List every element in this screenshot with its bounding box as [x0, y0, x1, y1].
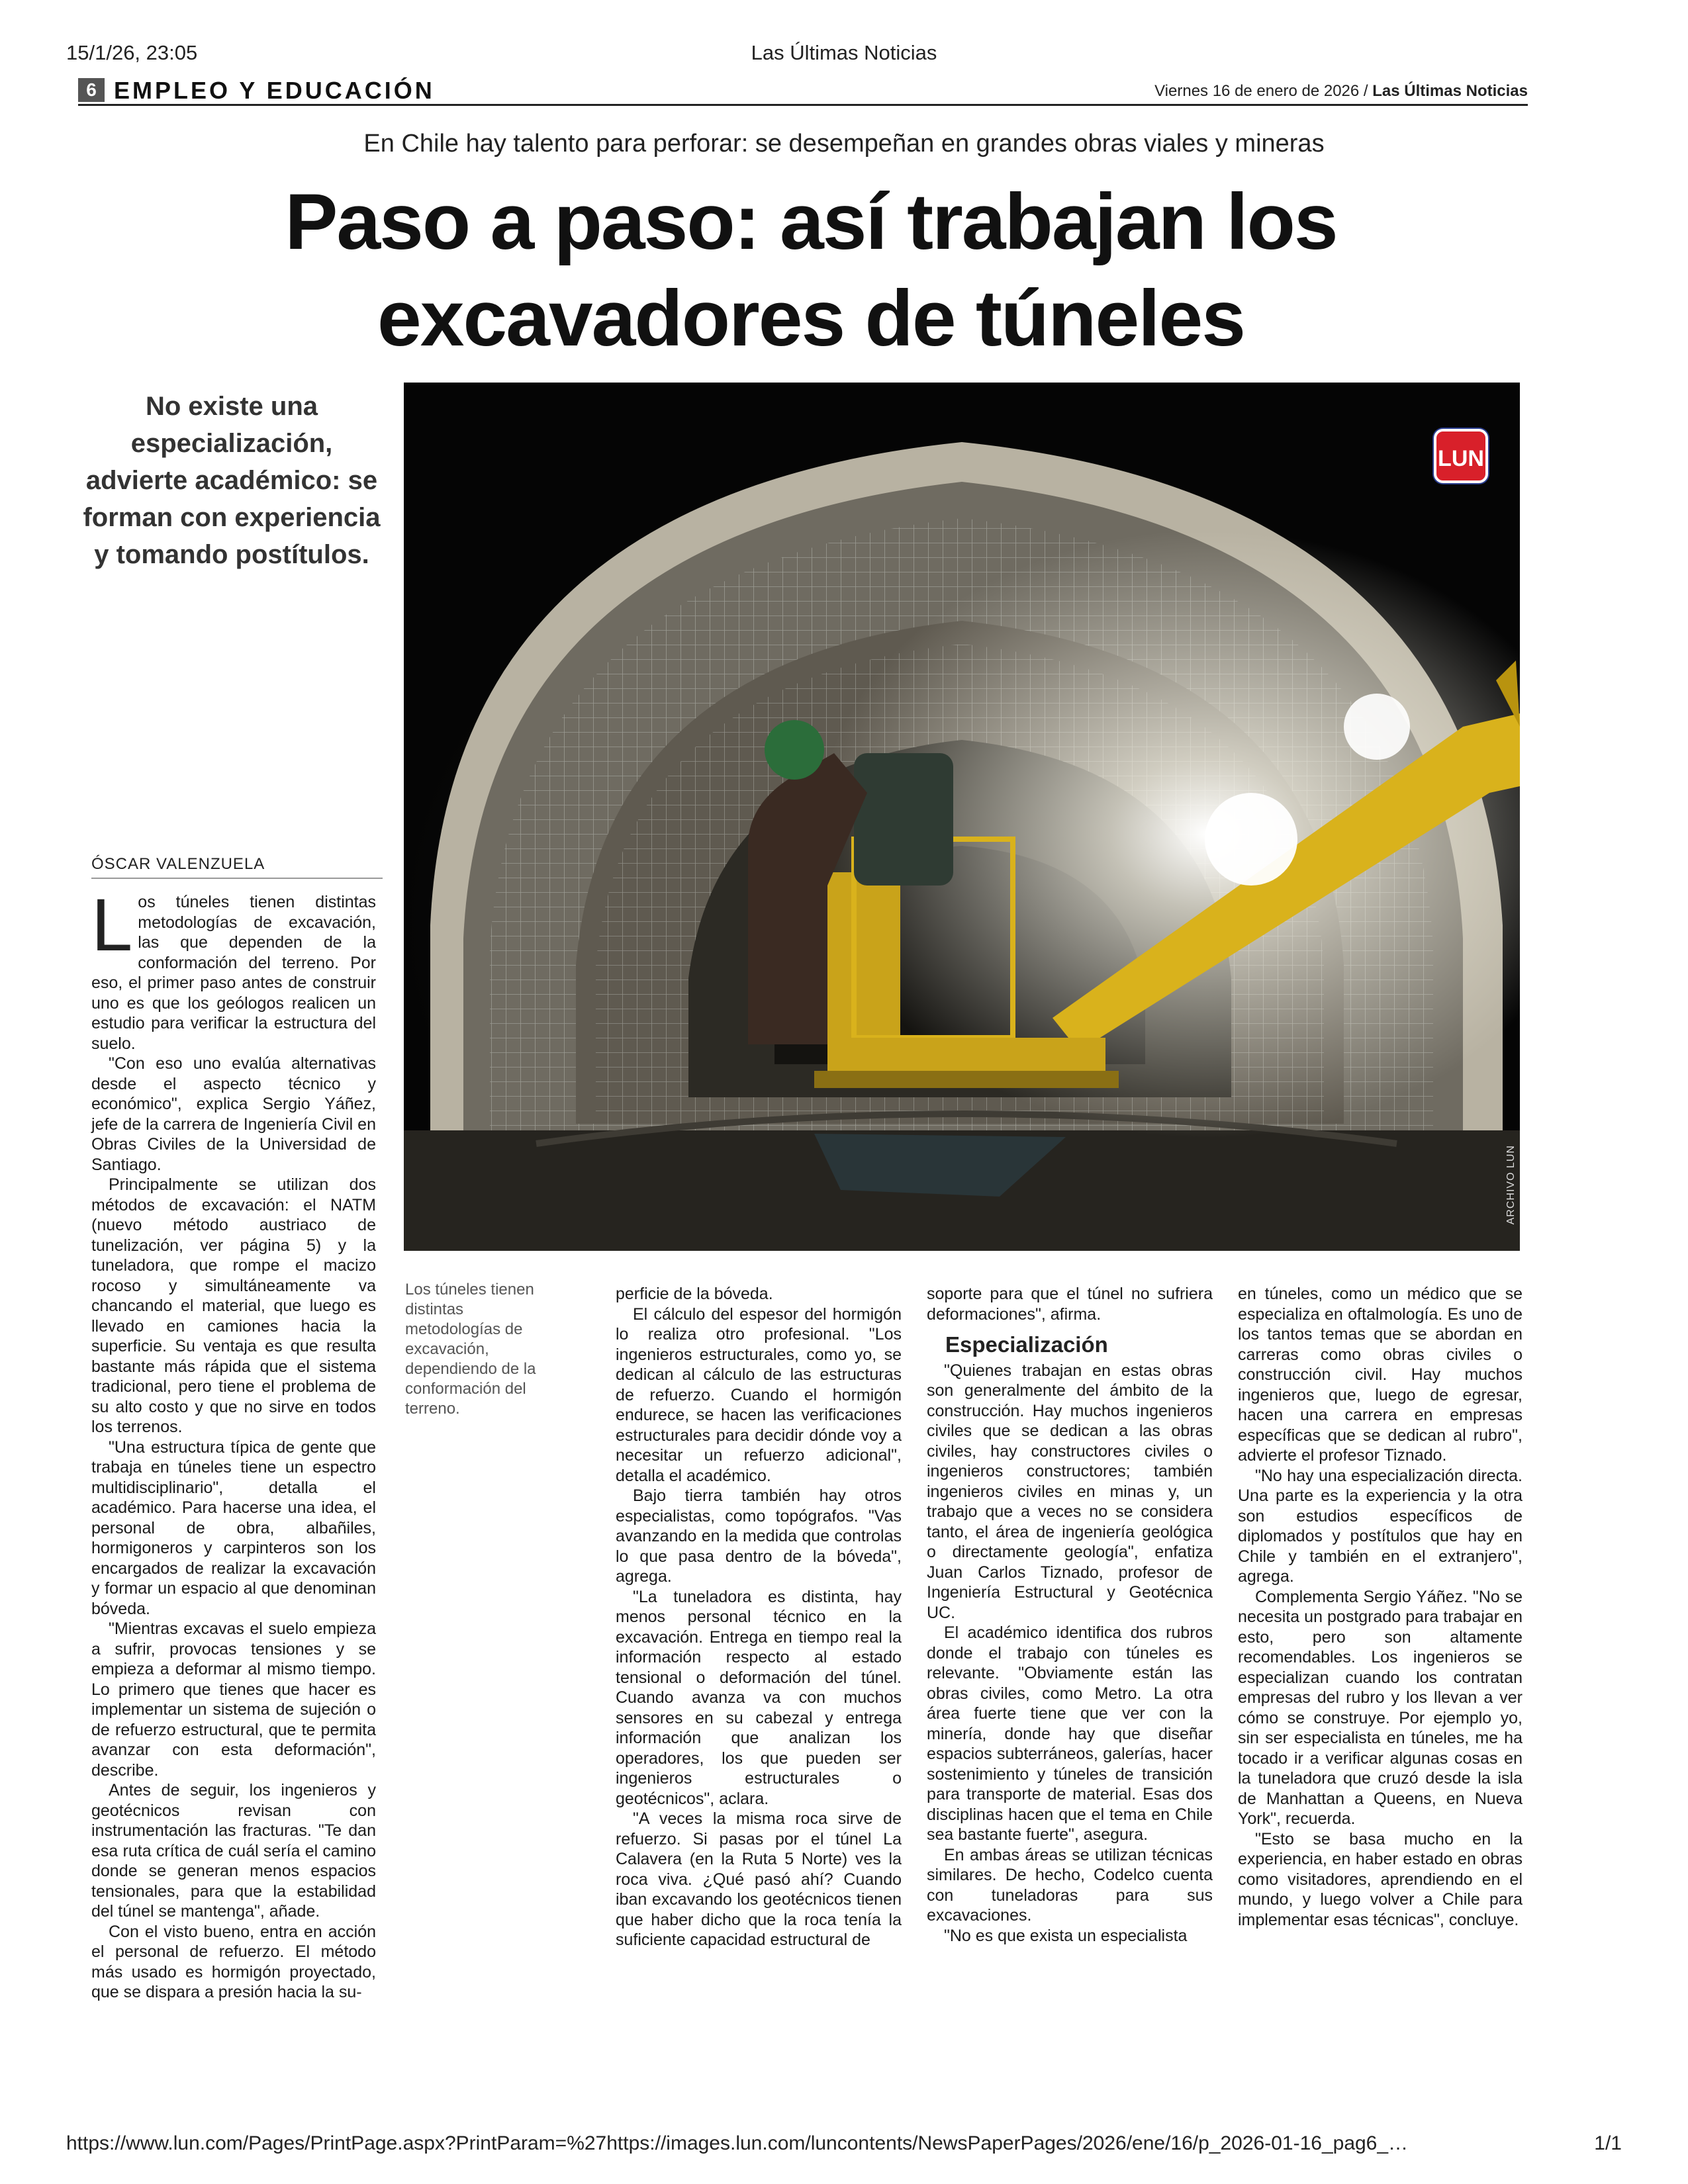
- print-url: https://www.lun.com/Pages/PrintPage.aspx?PrintParam=%27https://images.lun.com/luncontents/NewsPaperPages/2026/ene/16/p_2026-01-16_pag6_…: [66, 2132, 1409, 2154]
- paragraph: "No hay una especialización directa. Una parte es la experiencia y la otra son estudios específicos de diplomados y postítulos que hay en Chile y también en el extranjero", agrega.: [1238, 1466, 1523, 1586]
- paragraph: "No es que exista un especialista: [944, 1926, 1188, 1945]
- photo-credit: ARCHIVO LUN: [1505, 1144, 1517, 1224]
- section-name: EMPLEO Y EDUCACIÓN: [114, 77, 435, 104]
- byline: ÓSCAR VALENZUELA: [91, 855, 383, 879]
- publication-brand: Las Últimas Noticias: [1372, 82, 1528, 100]
- paragraph: El cálculo del espesor del hormigón lo realiza otro profesional. "Los ingenieros estructurales, como yo, se dedican al cálculo de las estructuras de refuerzo. Cuando el hormigón endurece, se hacen las verificaciones estructurales para decidir dónde voy a necesitar un refuerzo adicional", detalla el académico.: [616, 1304, 902, 1485]
- photo-caption: Los túneles tienen distintas metodologías de excavación, dependiendo de la conformación del terreno.: [405, 1281, 536, 1418]
- article-column-3: [927, 1284, 1213, 1946]
- article-column-1: [91, 884, 376, 2003]
- print-page-count: 1/1: [1594, 2132, 1622, 2154]
- paragraph: Complementa Sergio Yáñez. "No se necesita un postgrado para trabajar en esto, pero son altamente recomendables. Los ingenieros se especializan cuando los contratan empresas del rubro y los llevan a ver cómo se construye. Por ejemplo yo, sin ser especialista en túneles, me ha tocado ir a verificar algunas cosas en la tuneladora que cruzó desde la isla de Manhattan a Queens, en Nueva York", recuerda.: [1238, 1587, 1523, 1828]
- paragraph: en túneles, como un médico que se especializa en oftalmología. Es uno de los tantos temas que se abordan en carreras como obras civiles o construcción civil. Hay muchos ingenieros que, luego de egresar, hacen una carrera en empresas específicas que se dedican al rubro", advierte el profesor Tiznado.: [1238, 1285, 1523, 1465]
- drop-cap: L: [91, 884, 133, 966]
- dateline-separator: /: [1363, 82, 1368, 100]
- paragraph: Principalmente se utilizan dos métodos de excavación: el NATM (nuevo método austriaco de tunelización, ver página 5) y la tuneladora, que rompe el macizo rocoso y simultáneamente va chancando el material, que luego es llevado en camiones hacia la superficie. Su ventaja es que resulta bastante más rápida que el sistema tradicional, pero tiene el problema de su alto costo y que no sirve en todos los terrenos.: [91, 1175, 376, 1436]
- tunnel-photo: [404, 383, 1520, 1251]
- paragraph: Bajo tierra también hay otros especialistas, como topógrafos. "Vas avanzando en la medida que controlas lo que pasa dentro de la bóveda", agrega.: [616, 1486, 902, 1586]
- paragraph: "La tuneladora es distinta, hay menos personal técnico en la excavación. Entrega en tiempo real la información respecto al estado tensional o deformación del túnel. Cuando avanza va con muchos sensores en su cabezal y entrega información que analizan los operadores, los que pueden ser ingenieros estructurales o geotécnicos", aclara.: [616, 1587, 902, 1808]
- paragraph: soporte para que el túnel no sufriera deformaciones", afirma.: [927, 1285, 1213, 1324]
- article-headline: Paso a paso: así trabajan los excavadores de túneles: [285, 177, 1337, 363]
- page-number: 6: [78, 78, 105, 102]
- article-column-2: [616, 1284, 902, 1950]
- paragraph: os túneles tienen distintas metodologías de excavación, las que dependen de la conformación del terreno. Por eso, el primer paso antes de construir uno es que los geólogos realicen un estudio para verificar la estructura del suelo.: [91, 893, 376, 1053]
- paragraph: Con el visto bueno, entra en acción el personal de refuerzo. El método más usado es hormigón proyectado, que se dispara a presión hacia la su-: [91, 1922, 376, 2001]
- article-kicker: En Chile hay talento para perforar: se desempeñan en grandes obras viales y mineras: [363, 130, 1325, 158]
- print-site-title: Las Últimas Noticias: [751, 41, 937, 64]
- paragraph: perficie de la bóveda.: [616, 1285, 773, 1303]
- paragraph: "Con eso uno evalúa alternativas desde el aspecto técnico y económico", explica Sergio Yáñez, jefe de la carrera de Ingeniería Civil en Obras Civiles de la Universidad de Santiago.: [91, 1054, 376, 1174]
- print-footer: [0, 2132, 1688, 2159]
- tunnel-illustration: [404, 383, 1520, 1251]
- paragraph: "Quienes trabajan en estas obras son generalmente del ámbito de la construcción. Hay muchos ingenieros civiles que se dedican a las obras civiles, hay constructores civiles o ingenieros constructores; también ingenieros civiles en minas y, un trabajo que a veces no se considera tanto, el área de ingeniería geológica o directamente geología", enfatiza Juan Carlos Tiznado, profesor de Ingeniería Estructural y Geotécnica UC.: [927, 1361, 1213, 1622]
- paragraph: El académico identifica dos rubros donde el trabajo con túneles es relevante. "Obviamente están las obras civiles, como Metro. La otra área fuerte tiene que ver con la minería, donde hay que diseñar espacios subterráneos, galerías, hacer sostenimiento y túneles de transición para transporte de material. Esas dos disciplinas hacen que el tema en Chile sea bastante fuerte", asegura.: [927, 1623, 1213, 1844]
- article-deck: No existe una especialización, advierte académico: se forman con experiencia y tomando postítulos.: [83, 392, 381, 569]
- article-subhead: Especialización: [945, 1332, 1108, 1357]
- paragraph: "A veces la misma roca sirve de refuerzo. Si pasas por el túnel La Calavera (en la Ruta 5 Norte) ves la roca viva. ¿Qué pasó ahí? Cuando iban excavando los geotécnicos tienen que haber dicho que la roca tenía la suficiente capacidad estructural de: [616, 1809, 902, 1949]
- paragraph: "Una estructura típica de gente que trabaja en túneles tiene un espectro multidisciplinario", detalla el académico. Para hacerse una idea, el personal de obra, albañiles, hormigoneros y carpinteros son los encargados de realizar la excavación y formar un espacio al que denominan bóveda.: [91, 1437, 376, 1618]
- print-header: [0, 41, 1688, 74]
- print-timestamp: 15/1/26, 23:05: [66, 41, 198, 64]
- dateline: [1154, 82, 1528, 101]
- article-column-4: [1238, 1284, 1523, 1930]
- paragraph: En ambas áreas se utilizan técnicas similares. De hecho, Codelco cuenta con tuneladoras para sus excavaciones.: [927, 1845, 1213, 1925]
- lun-logo: LUN: [1434, 429, 1488, 483]
- section-bar: [78, 77, 1528, 106]
- paragraph: "Mientras excavas el suelo empieza a sufrir, provocas tensiones y se empieza a deformar al mismo tiempo. Lo primero que tienes que hacer es implementar un sistema de sujeción o de refuerzo estructural, que te permita avanzar con esta deformación", describe.: [91, 1619, 376, 1780]
- paragraph: "Esto se basa mucho en la experiencia, en haber estado en obras como visitadores, aprendiendo en el mundo, y luego volver a Chile para implementar esas técnicas", concluye.: [1238, 1829, 1523, 1929]
- paragraph: Antes de seguir, los ingenieros y geotécnicos revisan con instrumentación las fracturas. "Te dan esa ruta crítica de cuál sería el camino donde se generan menos espacios tensionales, para que la estabilidad del túnel se mantenga", añade.: [91, 1781, 376, 1921]
- publication-date: Viernes 16 de enero de 2026: [1154, 82, 1360, 100]
